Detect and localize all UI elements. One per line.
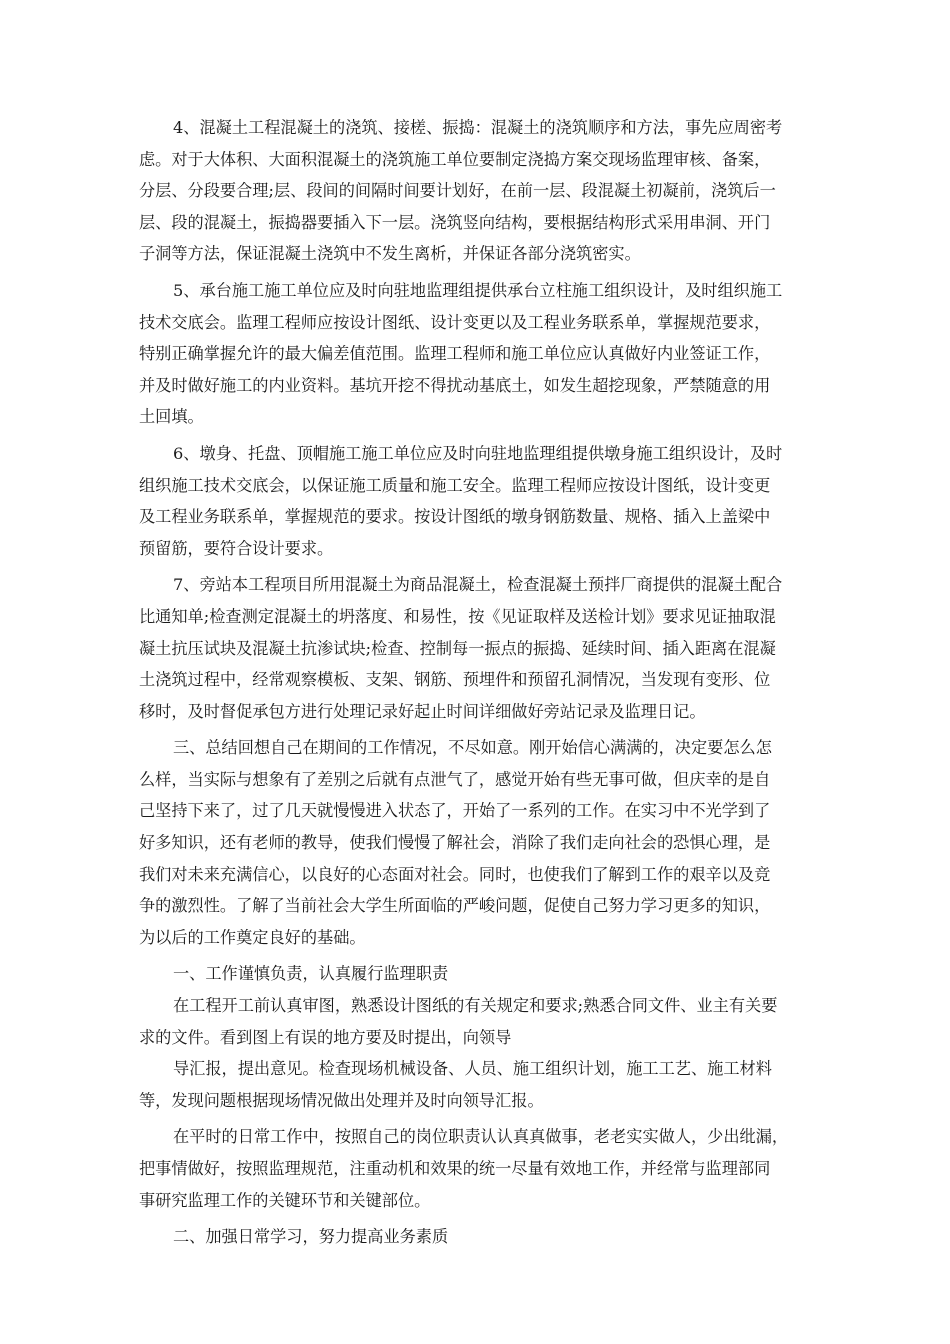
daily-work-line-2: 把事情做好，按照监理规范，注重动机和效果的统一尽量有效地工作，并经常与监理部同 — [139, 1159, 771, 1178]
summary-line-6: 争的激烈性。了解了当前社会大学生所面临的严峻问题，促使自己努力学习更多的知识， — [139, 896, 771, 916]
summary-line-3: 己坚持下来了，过了几天就慢慢进入状态了，开始了一系列的工作。在实习中不光学到了 — [139, 801, 771, 821]
para-5-line-4: 并及时做好施工的内业资料。基坑开挖不得扰动基底土，如发生超挖现象，严禁随意的用 — [139, 375, 771, 395]
summary-line-7: 为以后的工作奠定良好的基础。 — [139, 927, 366, 947]
report-line-1: 导汇报，提出意见。检查现场机械设备、人员、施工组织计划，施工工艺、施工材料 — [173, 1059, 772, 1079]
document-body — [139, 112, 829, 1253]
section-heading-2: 二、加强日常学习，努力提高业务素质 — [173, 1227, 449, 1247]
daily-work-line-3: 事研究监理工作的关键环节和关键部位。 — [139, 1190, 431, 1210]
para-4-line-1: 4、混凝土工程混凝土的浇筑、接槎、振捣：混凝土的浇筑顺序和方法，事先应周密考 — [173, 118, 783, 137]
para-7-line-1: 7、旁站本工程项目所用混凝土为商品混凝土，检查混凝土预拌厂商提供的混凝土配合 — [173, 575, 783, 595]
para-5-line-5: 土回填。 — [139, 407, 204, 427]
para-7-line-4: 土浇筑过程中，经常观察模板、支架、钢筋、预埋件和预留孔洞情况，当发现有变形、位 — [139, 670, 771, 690]
daily-work-line-1: 在平时的日常工作中，按照自己的岗位职责认认真真做事，老老实实做人，少出纰漏， — [173, 1127, 789, 1147]
para-6-line-2: 组织施工技术交底会，以保证施工质量和施工安全。监理工程师应按设计图纸，设计变更 — [139, 475, 771, 495]
para-4-line-3: 分层、分段要合理;层、段间的间隔时间要计划好，在前一层、段混凝土初凝前，浇筑后一 — [139, 181, 776, 201]
review-line-1: 在工程开工前认真审图，熟悉设计图纸的有关规定和要求;熟悉合同文件、业主有关要 — [173, 996, 778, 1016]
para-5-line-1: 5、承台施工施工单位应及时向驻地监理组提供承台立柱施工组织设计，及时组织施工 — [173, 280, 783, 300]
para-6-line-1: 6、墩身、托盘、顶帽施工施工单位应及时向驻地监理组提供墩身施工组织设计，及时 — [173, 443, 783, 463]
para-6-line-4: 预留筋，要符合设计要求。 — [139, 538, 334, 558]
summary-line-4: 好多知识，还有老师的教导，使我们慢慢了解社会，消除了我们走向社会的恐惧心理，是 — [139, 833, 771, 853]
para-5-line-2: 技术交底会。监理工程师应按设计图纸、设计变更以及工程业务联系单，掌握规范要求， — [139, 312, 771, 332]
para-4-line-5: 子洞等方法，保证混凝土浇筑中不发生离析，并保证各部分浇筑密实。 — [139, 244, 641, 264]
summary-line-2: 么样，当实际与想象有了差别之后就有点泄气了，感觉开始有些无事可做，但庆幸的是自 — [139, 769, 771, 789]
para-6-line-3: 及工程业务联系单，掌握规范的要求。按设计图纸的墩身钢筋数量、规格、插入上盖梁中 — [139, 507, 771, 527]
para-4-line-2: 虑。对于大体积、大面积混凝土的浇筑施工单位要制定浇捣方案交现场监理审核、备案， — [139, 149, 771, 169]
summary-line-5: 我们对未来充满信心，以良好的心态面对社会。同时，也使我们了解到工作的艰辛以及竞 — [139, 864, 771, 884]
section-heading-1: 一、工作谨慎负责，认真履行监理职责 — [173, 964, 449, 984]
summary-line-1: 三、总结回想自己在期间的工作情况，不尽如意。刚开始信心满满的，决定要怎么怎 — [173, 738, 772, 758]
para-7-line-5: 移时，及时督促承包方进行处理记录好起止时间详细做好旁站记录及监理日记。 — [139, 701, 706, 721]
para-7-line-3: 凝土抗压试块及混凝土抗渗试块;检查、控制每一振点的振捣、延续时间、插入距离在混凝 — [139, 638, 776, 658]
review-line-2: 求的文件。看到图上有误的地方要及时提出，向领导 — [139, 1027, 512, 1047]
para-5-line-3: 特别正确掌握允许的最大偏差值范围。监理工程师和施工单位应认真做好内业签证工作， — [139, 344, 771, 364]
report-line-2: 等，发现问题根据现场情况做出处理并及时向领导汇报。 — [139, 1090, 544, 1110]
para-4-line-4: 层、段的混凝土，振捣器要插入下一层。浇筑竖向结构，要根据结构形式采用串洞、开门 — [139, 212, 771, 232]
para-7-line-2: 比通知单;检查测定混凝土的坍落度、和易性，按《见证取样及送检计划》要求见证抽取混 — [139, 606, 776, 626]
